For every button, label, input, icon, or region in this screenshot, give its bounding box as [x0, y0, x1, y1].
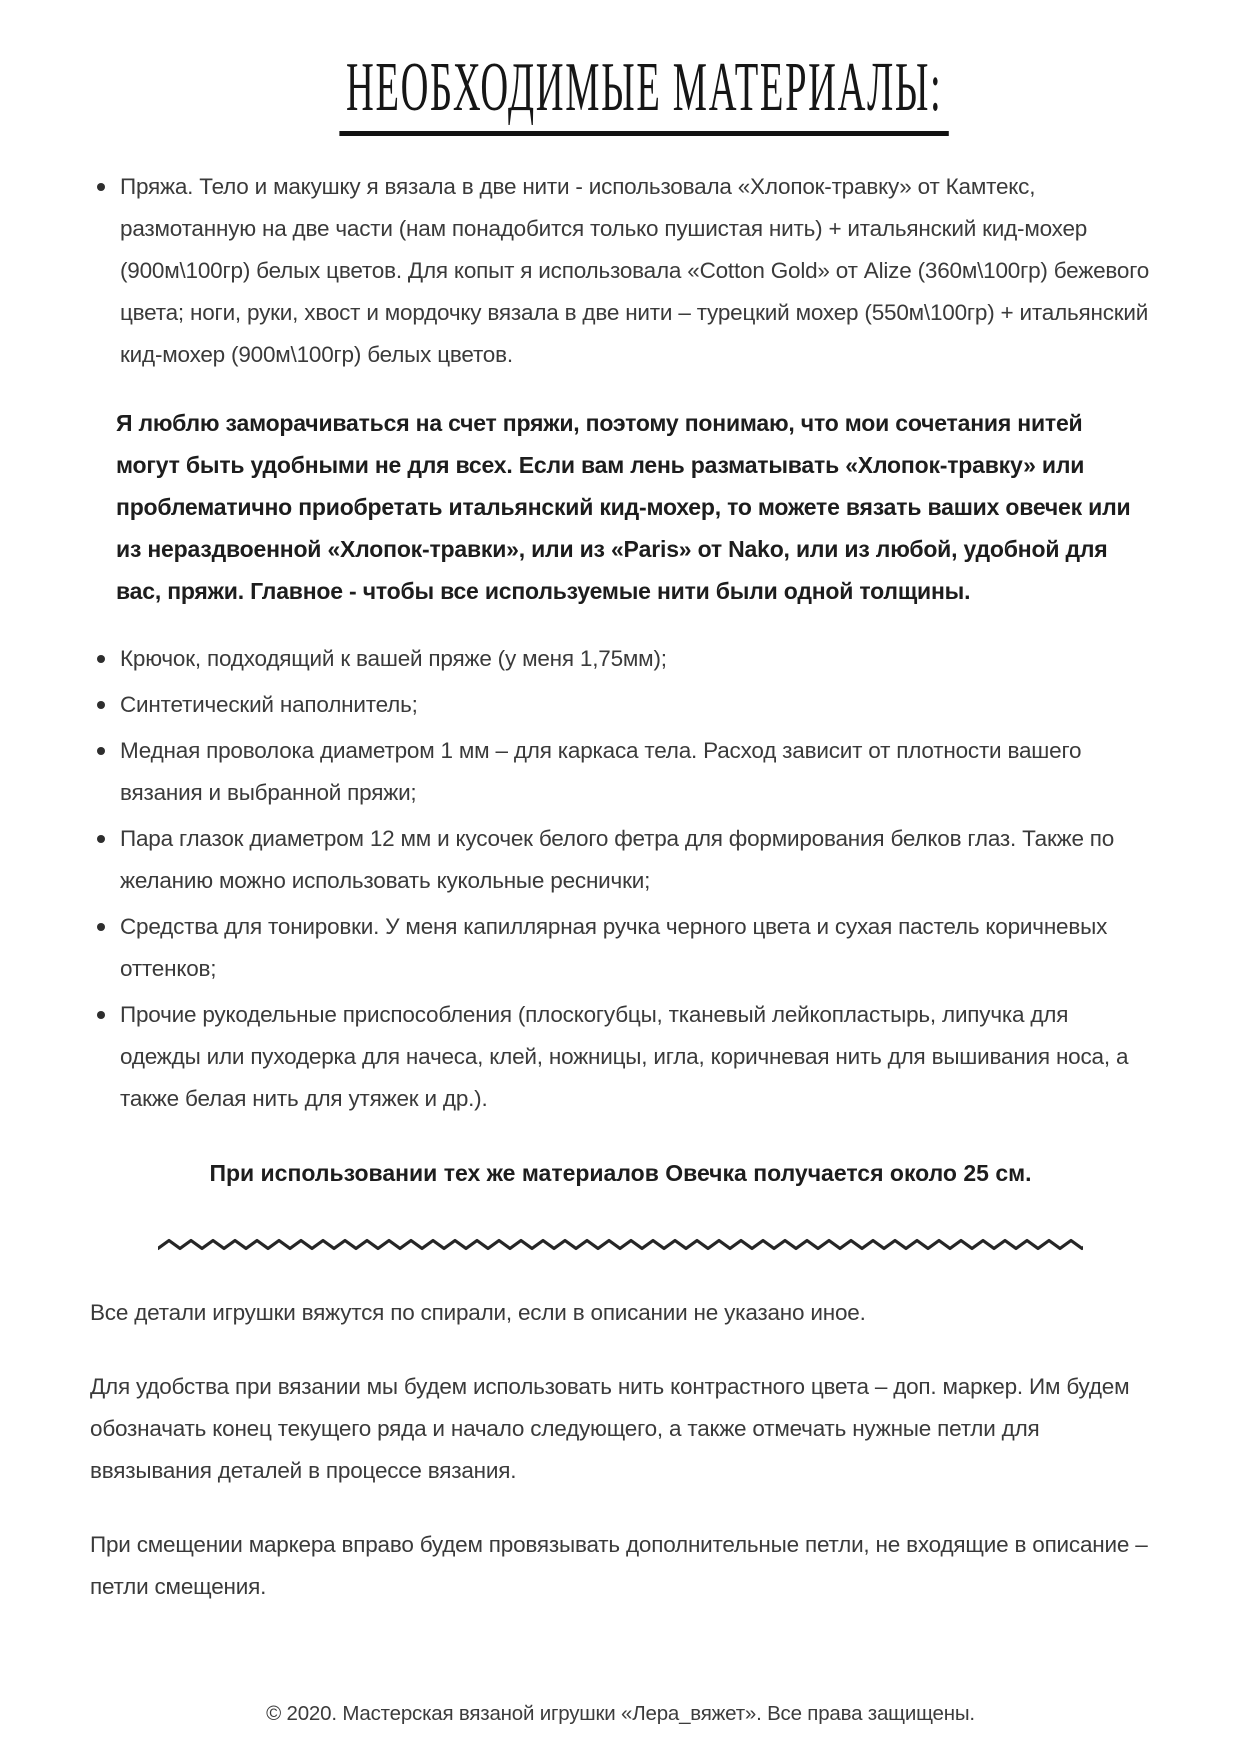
- list-item-text: Крючок, подходящий к вашей пряже (у меня 1,75мм);: [120, 645, 667, 671]
- bullet-dot-icon: [97, 835, 105, 843]
- page-title: НЕОБХОДИМЫЕ МАТЕРИАЛЫ:: [339, 50, 949, 136]
- bullet-dot-icon: [97, 655, 105, 663]
- list-item-text: Прочие рукодельные приспособления (плоскогубцы, тканевый лейкопластырь, липучка для одежды или пуходерка для начеса, клей, ножницы, игла, коричневая нить для вышивания носа, а также белая нить для утяжек и др.).: [120, 1001, 1129, 1111]
- list-item: [90, 166, 1151, 376]
- marker-note-paragraph: Для удобства при вязании мы будем использовать нить контрастного цвета – доп. маркер. Им будем обозначать конец текущего ряда и начало следующего, а также отмечать нужные петли для ввязывания деталей в процессе вязания.: [90, 1373, 1130, 1483]
- list-item: [90, 730, 1151, 814]
- list-item-text: Синтетический наполнитель;: [120, 691, 418, 717]
- copyright-footer: © 2020. Мастерская вязаной игрушки «Лера_вяжет». Все права защищены.: [266, 1702, 975, 1725]
- wavy-line-icon: [158, 1236, 1083, 1254]
- title-block: [90, 50, 1151, 136]
- list-item-text: Медная проволока диаметром 1 мм – для каркаса тела. Расход зависит от плотности вашего вязания и выбранной пряжи;: [120, 737, 1082, 805]
- list-item: [90, 684, 1151, 726]
- materials-list-top: [90, 166, 1151, 376]
- bullet-dot-icon: [97, 747, 105, 755]
- list-item: [90, 994, 1151, 1120]
- materials-list: [90, 638, 1151, 1120]
- list-item: [90, 818, 1151, 902]
- list-item-text: Пара глазок диаметром 12 мм и кусочек белого фетра для формирования белков глаз. Также по желанию можно использовать кукольные реснички;: [120, 825, 1115, 893]
- list-item-text: Пряжа. Тело и макушку я вязала в две нити - использовала «Хлопок-травку» от Камтекс, размотанную на две части (нам понадобится только пушистая нить) + итальянский кид-мохер (900м\100гр) белых цветов. Для копыт я использовала «Cotton Gold» от Alize (360м\100гр) бежевого цвета; ноги, руки, хвост и мордочку вязала в две нити – турецкий мохер (550м\100гр) + итальянский кид-мохер (900м\100гр) белых цветов.: [120, 173, 1150, 367]
- bullet-dot-icon: [97, 923, 105, 931]
- bullet-dot-icon: [97, 1011, 105, 1019]
- wavy-divider: [90, 1236, 1151, 1254]
- size-note: При использовании тех же материалов Овечка получается около 25 см.: [209, 1159, 1032, 1186]
- bullet-dot-icon: [97, 701, 105, 709]
- list-item: [90, 638, 1151, 680]
- shift-loops-paragraph: При смещении маркера вправо будем провязывать дополнительные петли, не входящие в описание – петли смещения.: [90, 1531, 1148, 1599]
- list-item: [90, 906, 1151, 990]
- spiral-note-paragraph: Все детали игрушки вяжутся по спирали, если в описании не указано иное.: [90, 1299, 866, 1325]
- list-item-text: Средства для тонировки. У меня капиллярная ручка черного цвета и сухая пастель коричневых оттенков;: [120, 913, 1108, 981]
- bullet-dot-icon: [97, 183, 105, 191]
- yarn-note: Я люблю заморачиваться на счет пряжи, поэтому понимаю, что мои сочетания нитей могут быть удобными не для всех. Если вам лень разматывать «Хлопок-травку» или проблематично приобретать итальянский кид-мохер, то можете вязать ваших овечек или из нераздвоенной «Хлопок-травки», или из «Paris» от Nako, или из любой, удобной для вас, пряжи. Главное - чтобы все используемые нити были одной толщины.: [116, 409, 1131, 604]
